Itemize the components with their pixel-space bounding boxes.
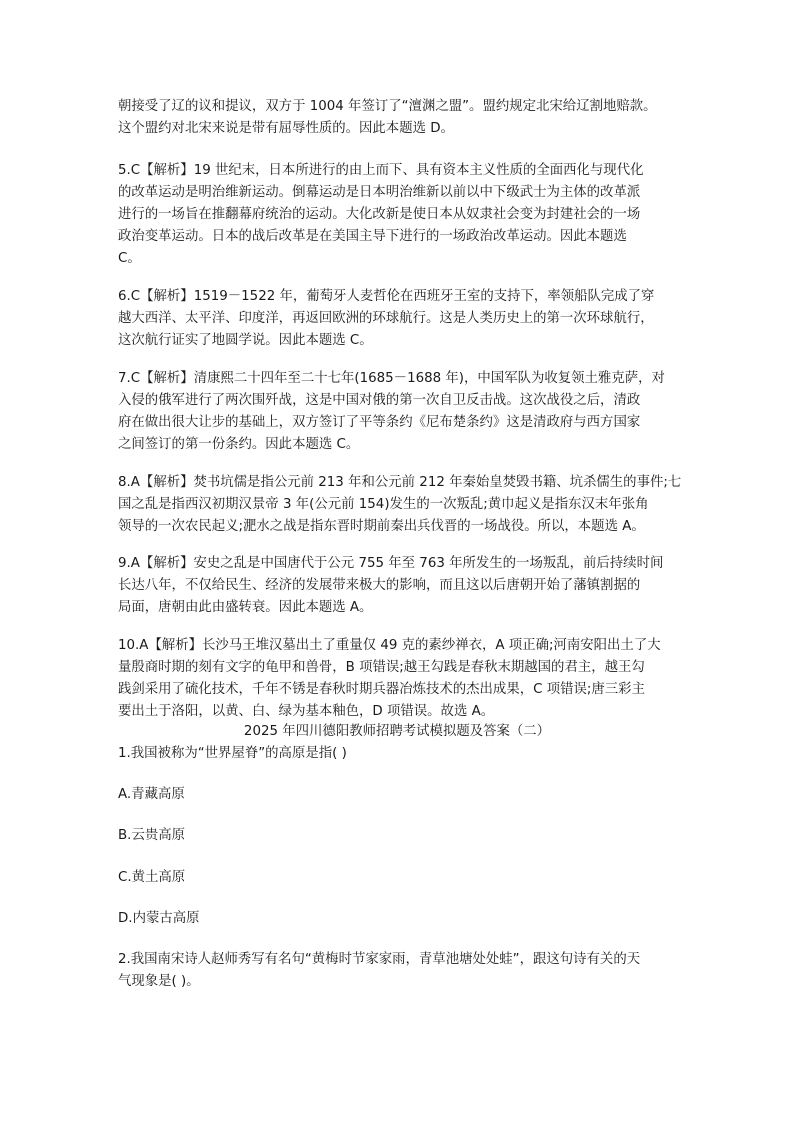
question-1-option-c: C.黄土高原 bbox=[118, 870, 186, 885]
intro-paragraph bbox=[118, 96, 698, 140]
text-line: 6.C【解析】1519－1522 年，葡萄牙人麦哲伦在西班牙王室的支持下，率领船队完成了穿 bbox=[118, 289, 655, 304]
text-line: 要出土于洛阳，以黄、白、绿为基本釉色，D 项错误。故选 A。 bbox=[118, 704, 495, 719]
text-line: 进行的一场旨在推翻幕府统治的运动。大化改新是使日本从奴隶社会变为封建社会的一场 bbox=[118, 207, 641, 222]
text-line: 的改革运动是明治维新运动。倒幕运动是日本明治维新以前以中下级武士为主体的改革派 bbox=[118, 185, 641, 200]
text-line: 量殷商时期的刻有文字的龟甲和兽骨，B 项错误;越王勾践是春秋末期越国的君主，越王勾 bbox=[118, 660, 645, 675]
question-1-option-d: D.内蒙古高原 bbox=[118, 911, 200, 926]
section-title: 2025 年四川德阳教师招聘考试模拟题及答案（二） bbox=[243, 724, 551, 739]
text-line: 2.我国南宋诗人赵师秀写有名句“黄梅时节家家雨，青草池塘处处蛙”，跟这句诗有关的天 bbox=[118, 952, 641, 967]
text-line: 10.A【解析】长沙马王堆汉墓出土了重量仅 49 克的素纱禅衣，A 项正确;河南安阳出土了大 bbox=[118, 638, 661, 653]
question-1-stem: 1.我国被称为“世界屋脊”的高原是指( ) bbox=[118, 746, 347, 761]
text-line: 8.A【解析】焚书坑儒是指公元前 213 年和公元前 212 年秦始皇焚毁书籍、坑杀儒生的事件;七 bbox=[118, 475, 682, 490]
text-line: 长达八年，不仅给民生、经济的发展带来极大的影响，而且这以后唐朝开始了藩镇割据的 bbox=[118, 578, 641, 593]
answer-7 bbox=[118, 368, 698, 456]
text-line: 入侵的俄军进行了两次围歼战，这是中国对俄的第一次自卫反击战。这次战役之后，清政 bbox=[118, 393, 641, 408]
text-line: 践剑采用了硫化技术，千年不锈是春秋时期兵器冶炼技术的杰出成果，C 项错误;唐三彩主 bbox=[118, 682, 645, 697]
text-line: 这个盟约对北宋来说是带有屈辱性质的。因此本题选 D。 bbox=[118, 121, 454, 136]
question-1-option-b: B.云贵高原 bbox=[118, 828, 186, 843]
answer-8 bbox=[118, 472, 698, 538]
text-line: 气现象是( )。 bbox=[118, 974, 200, 989]
answer-10 bbox=[118, 635, 698, 723]
answer-9 bbox=[118, 553, 698, 619]
text-line: 这次航行证实了地圆学说。因此本题选 C。 bbox=[118, 333, 373, 348]
text-line: 朝接受了辽的议和提议，双方于 1004 年签订了“澶渊之盟”。盟约规定北宋给辽割地赔款。 bbox=[118, 99, 657, 114]
text-line: 国之乱是指西汉初期汉景帝 3 年(公元前 154)发生的一次叛乱;黄巾起义是指东汉末年张角 bbox=[118, 497, 649, 512]
text-line: 9.A【解析】安史之乱是中国唐代于公元 755 年至 763 年所发生的一场叛乱，前后持续时间 bbox=[118, 556, 664, 571]
text-line: 领导的一次农民起义;淝水之战是指东晋时期前秦出兵伐晋的一场战役。所以，本题选 A。 bbox=[118, 519, 645, 534]
answer-5 bbox=[118, 160, 698, 270]
text-line: 府在做出很大让步的基础上，双方签订了平等条约《尼布楚条约》这是清政府与西方国家 bbox=[118, 415, 641, 430]
question-1-option-a: A.青藏高原 bbox=[118, 787, 185, 802]
text-line: 7.C【解析】清康熙二十四年至二十七年(1685－1688 年)，中国军队为收复领土雅克萨，对 bbox=[118, 371, 665, 386]
text-line: 5.C【解析】19 世纪末，日本所进行的由上而下、具有资本主义性质的全面西化与现代化 bbox=[118, 163, 644, 178]
text-line: 之间签订的第一份条约。因此本题选 C。 bbox=[118, 437, 360, 452]
text-line: C。 bbox=[118, 251, 141, 266]
text-line: 政治变革运动。日本的战后改革是在美国主导下进行的一场政治改革运动。因此本题选 bbox=[118, 229, 627, 244]
question-2 bbox=[118, 949, 698, 993]
text-line: 局面，唐朝由此由盛转衰。因此本题选 A。 bbox=[118, 600, 373, 615]
text-line: 越大西洋、太平洋、印度洋，再返回欧洲的环球航行。这是人类历史上的第一次环球航行， bbox=[118, 311, 654, 326]
answer-6 bbox=[118, 286, 698, 352]
